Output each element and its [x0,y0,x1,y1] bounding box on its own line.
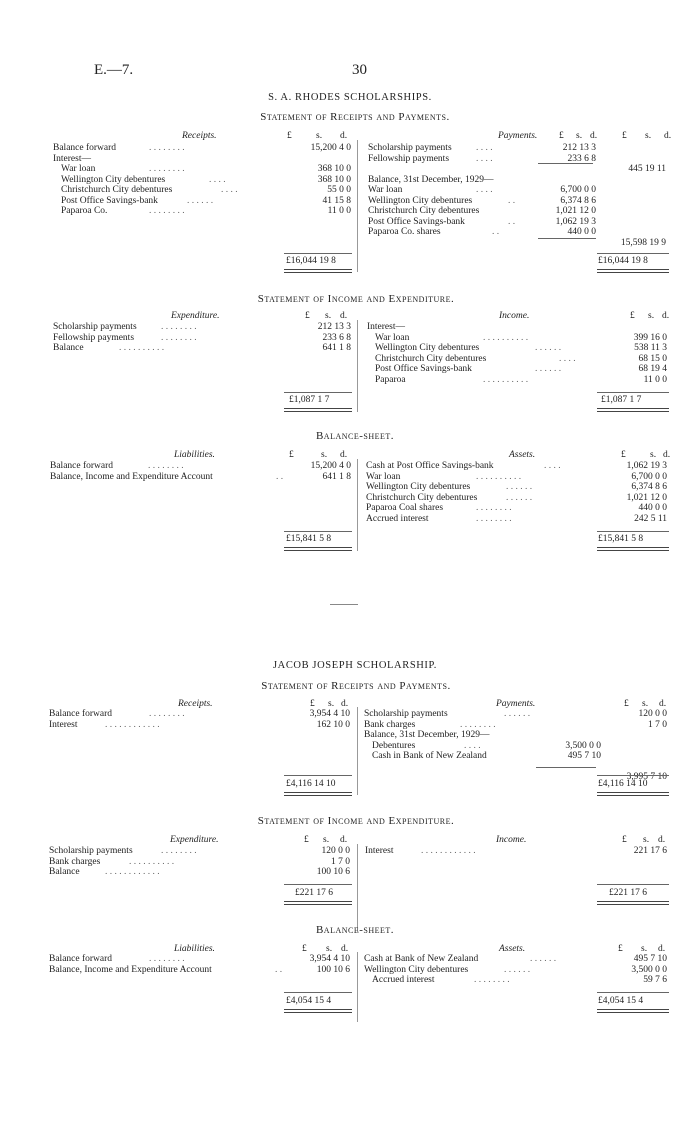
page-reference: E.—7. [94,62,134,78]
unit-shilling: s. [642,699,649,709]
liabilities-heading: Liabilities. [174,450,215,460]
list-item: Bank charges . . . . . . . . 1 7 0 [364,719,667,730]
receipts-heading: Receipts. [178,699,213,709]
receipts-heading: Receipts. [182,131,217,141]
divider [284,531,352,532]
liabilities-total: £4,054 15 4 [286,996,332,1006]
unit-shilling: s. [650,450,657,460]
list-item: Christchurch City debentures 1,021 12 0 [368,206,596,216]
list-item: Wellington City debentures . . . . . . 6,374 8 6 [366,482,667,492]
list-item: Wellington City debentures . . . . . . 3,500 0 0 [364,964,667,975]
column-divider [357,707,358,795]
payments-total: £4,116 14 10 [598,779,648,789]
unit-shilling: s. [323,835,330,845]
double-rule [284,547,352,551]
divider [597,992,669,993]
list-item: Cash at Post Office Savings-bank . . . . 1,062 19 3 [366,461,667,471]
unit-pence: d. [340,131,348,141]
list-item: Scholarship payments . . . . . . . . 212 13 3 [53,322,351,332]
income-heading: Income. [499,311,530,321]
column-divider [357,459,358,551]
list-item: Bank charges . . . . . . . . . . 1 7 0 [49,856,350,867]
list-item: Paparoa . . . . . . . . . . 11 0 0 [375,374,667,385]
section-separator [330,604,358,605]
divider [538,238,596,239]
payments-list [364,709,669,783]
joseph-title: JACOB JOSEPH SCHOLARSHIP. [272,660,438,671]
income-total: £221 17 6 [609,888,647,898]
double-rule [597,792,669,796]
double-rule [284,901,352,905]
list-item: Paparoa Co. . . . . . . . . 11 0 0 [61,206,351,216]
unit-pound: £ [310,699,315,709]
unit-shilling: s. [643,835,650,845]
liabilities-heading: Liabilities. [174,944,215,954]
unit-pence: d. [340,835,348,845]
list-item: Interest . . . . . . . . . . . . 221 17 6 [365,846,667,856]
double-rule [284,792,352,796]
receipts-list [53,143,353,217]
income-list [365,846,669,857]
payments-total: £16,044 19 8 [598,256,648,266]
unit-pound: £ [304,835,309,845]
unit-pound: £ [559,131,564,141]
list-item: Scholarship payments . . . . 212 13 3 [368,143,596,153]
unit-pence: d. [341,699,349,709]
assets-total: £15,841 5 8 [598,534,644,544]
divider [284,884,352,885]
divider [597,775,669,776]
expenditure-heading: Expenditure. [170,835,219,845]
list-item: 15,598 19 9 [620,237,666,248]
rhodes-income-title: Statement of Income and Expenditure. [257,293,455,305]
list-item: War loan . . . . . . . . . . 399 16 0 [375,332,667,343]
list-item: Accrued interest . . . . . . . . 59 7 6 [372,975,667,985]
unit-pence: d. [662,311,670,321]
list-item: Christchurch City debentures . . . . . . 1,021 12 0 [366,492,667,503]
assets-list [366,461,669,524]
double-rule [597,901,669,905]
unit-pence: d. [340,450,348,460]
divider [284,992,352,993]
list-item: War loan . . . . . . . . 368 10 0 [61,164,351,174]
payments-heading: Payments. [498,131,538,141]
unit-pound: £ [289,450,294,460]
list-item: Interest— [367,322,405,332]
joseph-income-title: Statement of Income and Expenditure. [257,815,455,827]
payments-heading: Payments. [496,699,536,709]
assets-heading: Assets. [509,450,536,460]
receipts-list [49,709,352,730]
unit-pound: £ [622,835,627,845]
unit-shilling: s. [328,699,335,709]
unit-shilling: s. [321,450,328,460]
unit-pence: d. [590,131,598,141]
double-rule [597,547,669,551]
unit-pound: £ [622,131,627,141]
list-item: Post Office Savings-bank . . . . . . 68 19 4 [375,364,667,374]
list-item: Fellowship payments . . . . . . . . 233 6 8 [53,332,351,343]
list-item: Balance, 31st December, 1929— [364,730,490,740]
unit-shilling: s. [645,131,652,141]
unit-shilling: s. [648,311,655,321]
expenditure-total: £1,087 1 7 [289,395,330,405]
unit-pound: £ [302,944,307,954]
income-list [367,322,669,385]
unit-shilling: s. [576,131,583,141]
list-item: Paparoa Co. shares . . 440 0 0 [368,227,596,237]
list-item: Debentures . . . . 3,500 0 0 [372,740,601,751]
divider [284,253,352,254]
divider [597,253,669,254]
list-item: Interest— [53,153,91,164]
double-rule [597,408,669,412]
unit-shilling: s. [316,131,323,141]
joseph-balance-title: Balance-sheet. [315,924,395,936]
list-item: Balance, Income and Expenditure Account . . 641 1 8 [50,471,351,482]
unit-pence: d. [340,311,348,321]
payments-list [368,143,668,248]
list-item: Balance, 31st December, 1929— [368,174,494,185]
unit-pence: d. [663,450,671,460]
double-rule [597,269,669,273]
list-item: Fellowship payments . . . . 233 6 8 [368,153,596,164]
list-item: Paparoa Coal shares . . . . . . . . 440 0 0 [366,503,667,513]
receipts-total: £4,116 14 10 [286,779,336,789]
double-rule [597,1009,669,1013]
list-item: Balance forward . . . . . . . . 15,200 4 0 [53,143,351,153]
unit-pence: d. [659,699,667,709]
list-item: Post Office Savings-bank . . 1,062 19 3 [368,216,596,227]
assets-heading: Assets. [499,944,526,954]
list-item: 445 19 11 [628,164,666,174]
column-divider [357,952,358,1022]
unit-pence: d. [658,835,666,845]
list-item: Cash in Bank of New Zealand 495 7 10 [372,751,601,761]
rhodes-receipts-title: Statement of Receipts and Payments. [260,111,450,123]
joseph-receipts-title: Statement of Receipts and Payments. [261,680,451,692]
list-item: Balance, Income and Expenditure Account . . 100 10 6 [49,964,350,975]
list-item [364,762,669,773]
expenditure-total: £221 17 6 [295,888,333,898]
expenditure-heading: Expenditure. [171,311,220,321]
assets-list [364,954,669,986]
list-item: War loan . . . . . . . . . . 6,700 0 0 [366,471,667,482]
assets-total: £4,054 15 4 [598,996,644,1006]
unit-shilling: s. [325,311,332,321]
unit-pound: £ [287,131,292,141]
divider [284,775,352,776]
divider [538,163,593,164]
unit-pence: d. [341,944,349,954]
list-item: Christchurch City debentures . . . . 55 0 0 [61,185,351,195]
list-item: Balance . . . . . . . . . . 641 1 8 [53,343,351,353]
list-item: Interest . . . . . . . . . . . . 162 10 0 [49,719,350,730]
list-item: 3,995 7 10 [626,772,667,782]
column-divider [357,140,358,272]
income-heading: Income. [496,835,527,845]
receipts-total: £16,044 19 8 [286,256,336,266]
double-rule [284,408,352,412]
expenditure-list [49,846,352,878]
divider [597,531,669,532]
unit-pound: £ [624,699,629,709]
list-item: Balance forward . . . . . . . . 15,200 4 0 [50,461,351,471]
list-item: Scholarship payments . . . . . . . . 120 0 0 [49,846,350,856]
unit-pence: d. [658,944,666,954]
unit-pound: £ [618,944,623,954]
unit-shilling: s. [641,944,648,954]
list-item: Balance forward . . . . . . . . 3,954 4 10 [49,954,350,964]
list-item: Post Office Savings-bank . . . . . . 41 15 8 [61,195,351,206]
unit-pound: £ [621,450,626,460]
liabilities-list [50,461,353,482]
list-item: Cash at Bank of New Zealand . . . . . . 495 7 10 [364,954,667,964]
rhodes-title: S. A. RHODES SCHOLARSHIPS. [268,92,432,103]
divider [597,392,669,393]
divider [536,767,596,768]
list-item: Christchurch City debentures . . . . 68 15 0 [375,353,667,364]
divider [597,884,669,885]
income-total: £1,087 1 7 [601,395,642,405]
unit-shilling: s. [326,944,333,954]
unit-pence: d. [664,131,672,141]
liabilities-total: £15,841 5 8 [286,534,332,544]
unit-pound: £ [305,311,310,321]
double-rule [284,269,352,273]
liabilities-list [49,954,352,975]
list-item: Wellington City debentures . . 6,374 8 6 [368,195,596,206]
unit-pound: £ [630,311,635,321]
list-item: Balance forward . . . . . . . . 3,954 4 10 [49,709,350,719]
expenditure-list [53,322,353,354]
divider [284,392,352,393]
list-item: Scholarship payments . . . . . . 120 0 0 [364,709,667,719]
list-item: Accrued interest . . . . . . . . 242 5 11 [366,513,667,524]
list-item: Wellington City debentures . . . . 368 10 0 [61,174,351,185]
list-item: Balance . . . . . . . . . . . . 100 10 6 [49,867,350,877]
page-number: 30 [352,62,367,78]
column-divider [357,320,358,412]
rhodes-balance-title: Balance-sheet. [315,430,395,442]
list-item: War loan . . . . 6,700 0 0 [368,185,596,195]
list-item: Wellington City debentures . . . . . . 538 11 3 [375,343,667,353]
double-rule [284,1009,352,1013]
column-divider [357,844,358,932]
